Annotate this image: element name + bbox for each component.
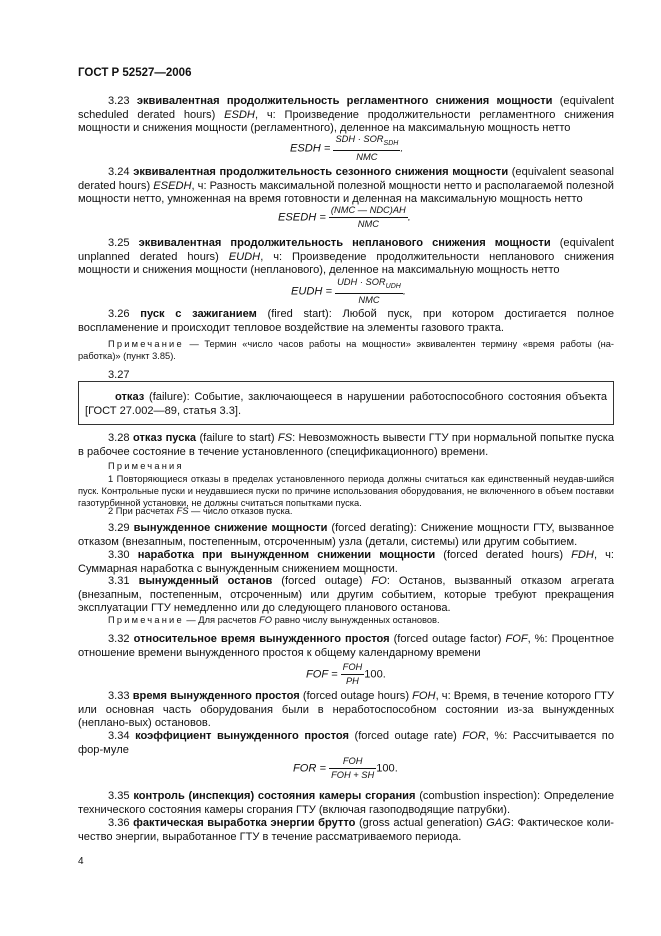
formula-fof: FOF = $\frac{\text{FOH}}{PH}$ 100. <box>306 662 386 686</box>
notes-3-28-label: Примечания <box>108 461 184 471</box>
notes-3-28-item-1: 1 Повторяющиеся отказы в пределах установленного периода должны считаться как единственный неудав-шийся пуск. Контрольные пуски и неудавшиеся пуски по причине использования оборудования, не включенного в объем поставки газотурбинной установки, не должны считаться попытками пуска. <box>78 474 614 508</box>
document-header: ГОСТ Р 52527—2006 <box>78 67 192 79</box>
term: вынужденный останов <box>138 575 273 587</box>
term: отказ пуска <box>132 432 197 444</box>
clause-3-28: 3.28 отказ пуска (failure to start) FS: Невозможность вывести ГТУ при нормальной попытке пуска в рабочее состояние в течение установленного (спецификационного) времени. <box>78 432 614 458</box>
clause-3-31: 3.31 вынужденный останов (forced outage) FO: Останов, вызванный отказом агрегата (внезапным, постепенным, отсроченным) или другим событием, которые требуют прекращения эксплуатации ГТУ немедленно или до следующего планового останова. <box>78 575 614 615</box>
term: коэффициент вынужденного простоя <box>135 730 349 742</box>
page-number: 4 <box>78 856 84 867</box>
term: эквивалентная продолжительность непланового снижения мощности <box>138 237 551 249</box>
clause-3-29: 3.29 вынужденное снижение мощности (forced derating): Снижение мощности ГТУ, вызванное отказом (внезапным, постепенным, отсроченным) узла (детали, системы) или другим событием. <box>78 522 614 548</box>
clause-3-27: 3.27 <box>108 369 130 381</box>
note-3-31: Примечание — Для расчетов FO равно числу вынужденных остановов. <box>108 615 440 625</box>
clause-3-27-definition: отказ (failure): Событие, заключающееся в нарушении работоспособного состояния объекта [ГОСТ 27.002—89, статья 3.3]. <box>85 391 607 417</box>
clause-3-34: 3.34 коэффициент вынужденного простоя (forced outage rate) FOR, %: Рассчитывается по фор-муле <box>78 730 614 756</box>
clause-3-24: 3.24 эквивалентная продолжительность сезонного снижения мощности (equivalent seasonal derated hours) ESEDH, ч: Разность максимальной полезной мощности нетто и располагаемой полезной мощности нетто, умноженная на время готовности и деленная на максимальную мощность нетто <box>78 166 615 206</box>
notes-3-28-item-2: 2 При расчетах FS — число отказов пуска. <box>108 506 293 516</box>
clause-3-36: 3.36 фактическая выработка энергии брутто (gross actual generation) GAG: Фактическое коли-чество энергии, выработанное ГТУ в течение рассматриваемого периода. <box>78 817 614 843</box>
note-3-26: Примечание — Термин «число часов работы на мощности» эквивалентен термину «время работы (на-работка)» (пункт 3.85). <box>78 339 614 361</box>
formula-esdh: ESDH = $\frac{SDH \cdot SOR_{SDH}}{\text{NMC}}$ . <box>290 134 404 162</box>
formula-for: FOR = $\frac{\text{FOH}}{\text{FOH + SH}}$ 100. <box>293 756 398 780</box>
clause-3-35: 3.35 контроль (инспекция) состояния камеры сгорания (combustion inspection): Определение технического состояния камеры сгорания ГТУ (включая газоподводящие патрубки). <box>78 790 615 816</box>
term: контроль (инспекция) состояния камеры сгорания <box>133 790 416 802</box>
formula-esedh: ESEDH = $\frac{\text{(NMC — NDC)AH}}{\text{NMC}}$ . <box>278 205 411 229</box>
clause-3-30: 3.30 наработка при вынужденном снижении мощности (forced derated hours) FDH, ч: Суммарная наработка с вынужденным снижением мощности. <box>78 549 614 575</box>
formula-eudh: EUDH = $\frac{UDH \cdot SOR_{UDH}}{\text{NMC}}$ . <box>291 277 406 305</box>
term: наработка при вынужденном снижении мощности <box>137 549 436 561</box>
term: эквивалентная продолжительность сезонного снижения мощности <box>133 166 509 178</box>
term: время вынужденного простоя <box>132 690 300 702</box>
term: пуск с зажиганием <box>140 308 257 320</box>
clause-3-26: 3.26 пуск с зажиганием (fired start): Любой пуск, при котором достигается полное воспламенение и происходит тепловое воздействие на элементы газового тракта. <box>78 308 614 334</box>
clause-3-25: 3.25 эквивалентная продолжительность непланового снижения мощности (equivalent unplanned derated hours) EUDH, ч: Произведение продолжительности непланового снижения мощности и снижения мощности (непланового), деленное на максимальную мощность нетто <box>78 237 614 277</box>
clause-3-33: 3.33 время вынужденного простоя (forced outage hours) FOH, ч: Время, в течение которого ГТУ или основная часть оборудования были в неработоспособном состоянии из-за вынужденных (неплано-вых) остановов. <box>78 690 614 730</box>
term: фактическая выработка энергии брутто <box>133 817 356 829</box>
term: вынужденное снижение мощности <box>133 522 328 534</box>
term: относительное время вынужденного простоя <box>133 633 390 645</box>
term: отказ <box>115 391 145 403</box>
clause-3-23: 3.23 эквивалентная продолжительность регламентного снижения мощности (equivalent scheduled derated hours) ESDH, ч: Произведение продолжительности регламентного снижения мощности и снижения мощности (регламентного), деленное на максимальную мощность нетто <box>78 95 614 135</box>
term: эквивалентная продолжительность регламентного снижения мощности <box>136 95 553 107</box>
clause-3-32: 3.32 относительное время вынужденного простоя (forced outage factor) FOF, %: Процентное отношение времени вынужденного простоя к общему календарному времени <box>78 633 614 659</box>
